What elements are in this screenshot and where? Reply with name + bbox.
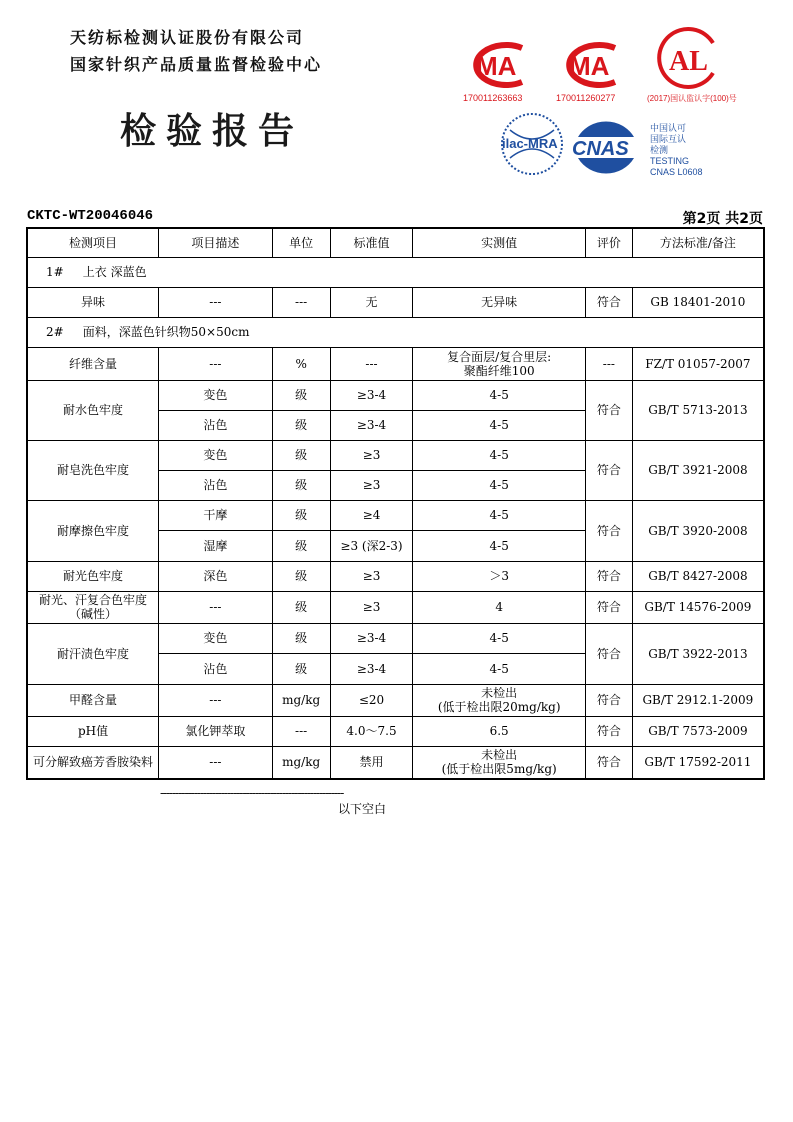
cell: ≥3 (330, 440, 413, 470)
cell: --- (159, 591, 273, 623)
cell: 级 (272, 470, 330, 500)
cell: GB/T 8427-2008 (632, 561, 764, 591)
end-divider: ------------------------------------------------------------ (160, 786, 344, 800)
cell: 4-5 (413, 653, 586, 684)
cell: 4-5 (413, 623, 586, 653)
cell: GB/T 5713-2013 (632, 380, 764, 440)
cell-line: (低于检出限5mg/kg) (441, 762, 557, 777)
cell: % (272, 347, 330, 380)
cell (413, 684, 586, 716)
col-header: 评价 (585, 228, 632, 257)
cnas-line: 中国认可 (650, 123, 687, 133)
cell: GB/T 17592-2011 (632, 746, 764, 779)
table-row (27, 561, 764, 591)
cell: 符合 (585, 440, 632, 500)
cell: GB/T 2912.1-2009 (632, 684, 764, 716)
cell: 耐光色牢度 (27, 561, 159, 591)
cell: 4.0～7.5 (330, 716, 413, 746)
cell: 符合 (585, 380, 632, 440)
cell: 6.5 (413, 716, 586, 746)
cma-number-1: 170011263663 (463, 93, 523, 103)
cell: pH值 (27, 716, 159, 746)
cell: --- (159, 684, 273, 716)
cell: 符合 (585, 500, 632, 561)
cell: ≤20 (330, 684, 413, 716)
cell: 耐光、汗复合色牢度（碱性） (27, 591, 159, 623)
cell: 符合 (585, 716, 632, 746)
col-header: 实测值 (413, 228, 586, 257)
cell: ＞3 (413, 561, 586, 591)
cnas-text (650, 123, 703, 178)
results-table (26, 227, 765, 780)
cell: 符合 (585, 746, 632, 779)
table-row (27, 746, 764, 779)
table-row (27, 380, 764, 410)
svg-text:CNAS: CNAS (572, 138, 629, 160)
cell: ≥3 (330, 561, 413, 591)
cell: 4-5 (413, 530, 586, 561)
col-header: 项目描述 (159, 228, 273, 257)
cell: 禁用 (330, 746, 413, 779)
sample-1: 1# 上衣 深蓝色 (27, 257, 764, 287)
cell: GB 18401-2010 (632, 287, 764, 317)
cell: --- (159, 347, 273, 380)
cell: 耐汗渍色牢度 (27, 623, 159, 684)
col-header: 标准值 (330, 228, 413, 257)
cell: 耐水色牢度 (27, 380, 159, 440)
cell: 耐皂洗色牢度 (27, 440, 159, 500)
cell: 沾色 (159, 470, 273, 500)
cell: 无 (330, 287, 413, 317)
cell: 级 (272, 561, 330, 591)
cell-line: 未检出 (481, 748, 518, 763)
cell: 级 (272, 410, 330, 440)
cell: 甲醛含量 (27, 684, 159, 716)
cell (413, 347, 586, 380)
cell: FZ/T 01057-2007 (632, 347, 764, 380)
cell: 沾色 (159, 410, 273, 440)
cell: 级 (272, 500, 330, 530)
cell: 无异味 (413, 287, 586, 317)
svg-text:ilac-MRA: ilac-MRA (502, 136, 558, 151)
cell: GB/T 3920-2008 (632, 500, 764, 561)
report-title: 检验报告 (120, 110, 305, 152)
sample-row (27, 317, 764, 347)
cell: 4 (413, 591, 586, 623)
ilac-mra-logo (500, 108, 564, 180)
cell: --- (272, 287, 330, 317)
cell-line: (低于检出限20mg/kg) (437, 700, 561, 714)
cell: GB/T 14576-2009 (632, 591, 764, 623)
cal-number: (2017)国认监认字(100)号 (647, 94, 737, 103)
table-row (27, 623, 764, 653)
header-row (27, 228, 764, 257)
cma-number-2: 170011260277 (556, 93, 616, 103)
cnas-logo (570, 115, 642, 180)
cell: 符合 (585, 287, 632, 317)
cell-line: 复合面层/复合里层: (447, 349, 552, 364)
cnas-line: TESTING (650, 156, 690, 166)
cell: 级 (272, 380, 330, 410)
cell: ≥3 (330, 591, 413, 623)
org-name: 天纺标检测认证股份有限公司 (70, 28, 305, 47)
cell: 耐摩擦色牢度 (27, 500, 159, 561)
cell: 干摩 (159, 500, 273, 530)
cell: GB/T 3922-2013 (632, 623, 764, 684)
cell: 4-5 (413, 500, 586, 530)
table-row (27, 440, 764, 470)
cell (413, 746, 586, 779)
cell: 级 (272, 530, 330, 561)
cell: 级 (272, 623, 330, 653)
table-row (27, 287, 764, 317)
blank-below-note: 以下空白 (338, 802, 387, 816)
cell: --- (585, 347, 632, 380)
cell: GB/T 3921-2008 (632, 440, 764, 500)
cell: ≥3-4 (330, 380, 413, 410)
cell: 可分解致癌芳香胺染料 (27, 746, 159, 779)
cell-line: 聚酯纤维100 (463, 363, 535, 378)
cell: 变色 (159, 623, 273, 653)
cell: 4-5 (413, 380, 586, 410)
cnas-line: 检测 (650, 145, 669, 155)
cell: GB/T 7573-2009 (632, 716, 764, 746)
page-info: 第2页 共2页 (682, 211, 763, 227)
report-number: CKTC-WT20046046 (27, 208, 154, 224)
cell: ≥3-4 (330, 410, 413, 440)
cell: 氯化钾萃取 (159, 716, 273, 746)
cell: 符合 (585, 623, 632, 684)
cell: 级 (272, 653, 330, 684)
center-name: 国家针织产品质量监督检验中心 (70, 55, 323, 74)
cell: 符合 (585, 684, 632, 716)
cnas-line: CNAS L0608 (650, 167, 703, 177)
cal-logo (655, 25, 721, 91)
sample-2: 2# 面料，深蓝色针织物50×50cm (27, 317, 764, 347)
cell-line: 未检出 (481, 686, 518, 700)
cell: ≥3 (330, 470, 413, 500)
cell: 变色 (159, 440, 273, 470)
cell: 纤维含量 (27, 347, 159, 380)
table-row (27, 684, 764, 716)
cell: 4-5 (413, 410, 586, 440)
cell: ≥4 (330, 500, 413, 530)
cell: 深色 (159, 561, 273, 591)
cell: 级 (272, 440, 330, 470)
col-header: 单位 (272, 228, 330, 257)
cell: 异味 (27, 287, 159, 317)
table-row (27, 716, 764, 746)
col-header: 检测项目 (27, 228, 159, 257)
col-header: 方法标准/备注 (632, 228, 764, 257)
sample-row (27, 257, 764, 287)
cnas-line: 国际互认 (650, 134, 687, 144)
cell: --- (330, 347, 413, 380)
svg-text:AL: AL (669, 46, 708, 77)
cell: mg/kg (272, 746, 330, 779)
cell: --- (159, 287, 273, 317)
svg-text:MA: MA (569, 51, 610, 81)
cell: --- (272, 716, 330, 746)
cell: ≥3-4 (330, 653, 413, 684)
cell: 变色 (159, 380, 273, 410)
table-row (27, 347, 764, 380)
cell: 符合 (585, 561, 632, 591)
cell: ≥3 (深2-3) (330, 530, 413, 561)
cell: 沾色 (159, 653, 273, 684)
cell: 湿摩 (159, 530, 273, 561)
cell: ≥3-4 (330, 623, 413, 653)
table-row (27, 500, 764, 530)
cell: 符合 (585, 591, 632, 623)
table-row (27, 591, 764, 623)
cell: 4-5 (413, 470, 586, 500)
cell: 4-5 (413, 440, 586, 470)
cell: 级 (272, 591, 330, 623)
svg-text:MA: MA (476, 51, 517, 81)
cell: mg/kg (272, 684, 330, 716)
cma-logo-2 (555, 40, 623, 90)
cell: --- (159, 746, 273, 779)
cma-logo-1 (462, 40, 530, 90)
